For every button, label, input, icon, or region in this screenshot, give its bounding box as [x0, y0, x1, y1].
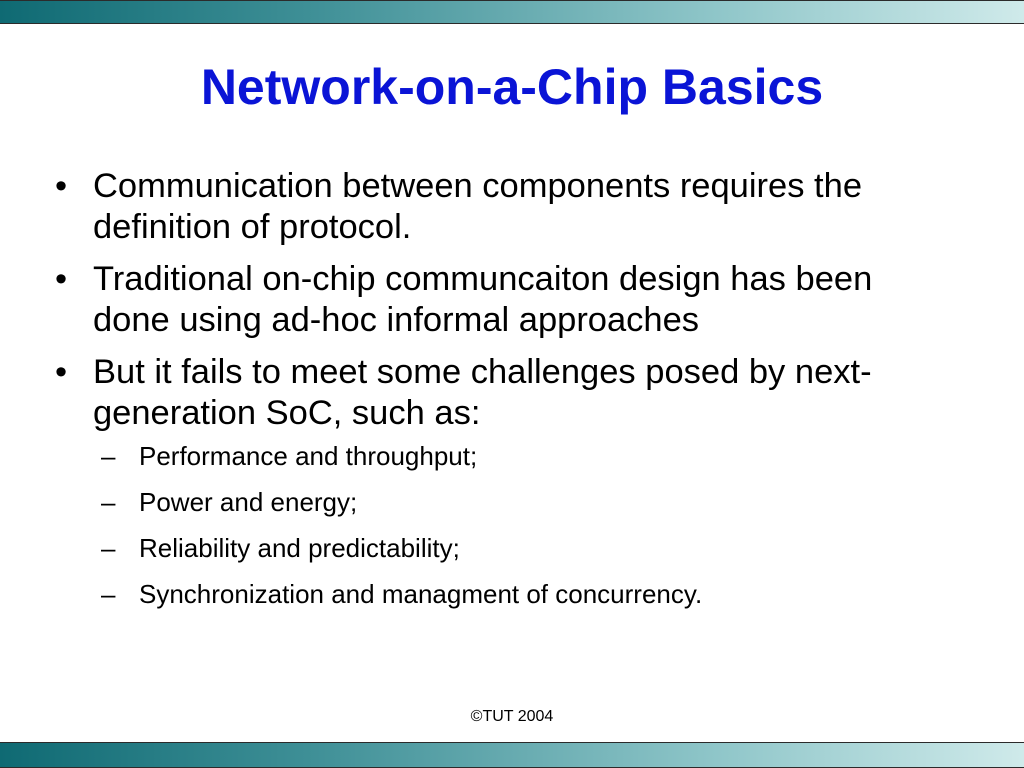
bullet-marker: • [55, 167, 68, 205]
sub-bullet-item [101, 579, 955, 609]
bullet-marker: • [55, 260, 68, 298]
sub-bullet-text: Power and energy; [139, 487, 358, 517]
top-decorative-band [0, 0, 1024, 24]
slide-footer: ©TUT 2004 [470, 708, 554, 725]
sub-bullet-item [101, 487, 955, 517]
slide-title: Network-on-a-Chip Basics [200, 59, 824, 115]
sub-bullet-marker: – [101, 579, 116, 609]
bullet-text: But it fails to meet some challenges posed by next-generation SoC, such as: [93, 353, 872, 432]
sub-bullet-list [55, 441, 955, 609]
sub-bullet-marker: – [101, 487, 116, 517]
sub-bullet-marker: – [101, 533, 116, 563]
bullet-item [55, 352, 955, 434]
bottom-decorative-band [0, 742, 1024, 768]
bullet-item [55, 166, 955, 248]
sub-bullet-text: Performance and throughput; [139, 441, 478, 471]
sub-bullet-item [101, 441, 955, 471]
sub-bullet-marker: – [101, 441, 116, 471]
bullet-marker: • [55, 353, 68, 391]
sub-bullet-item [101, 533, 955, 563]
bullet-text: Communication between components requires the definition of protocol. [93, 167, 863, 246]
bullet-item [55, 259, 955, 341]
sub-bullet-text: Synchronization and managment of concurrency. [139, 579, 703, 609]
sub-bullet-text: Reliability and predictability; [139, 533, 460, 563]
slide-body [55, 166, 955, 625]
bullet-text: Traditional on-chip communcaiton design has been done using ad-hoc informal approaches [93, 260, 873, 339]
